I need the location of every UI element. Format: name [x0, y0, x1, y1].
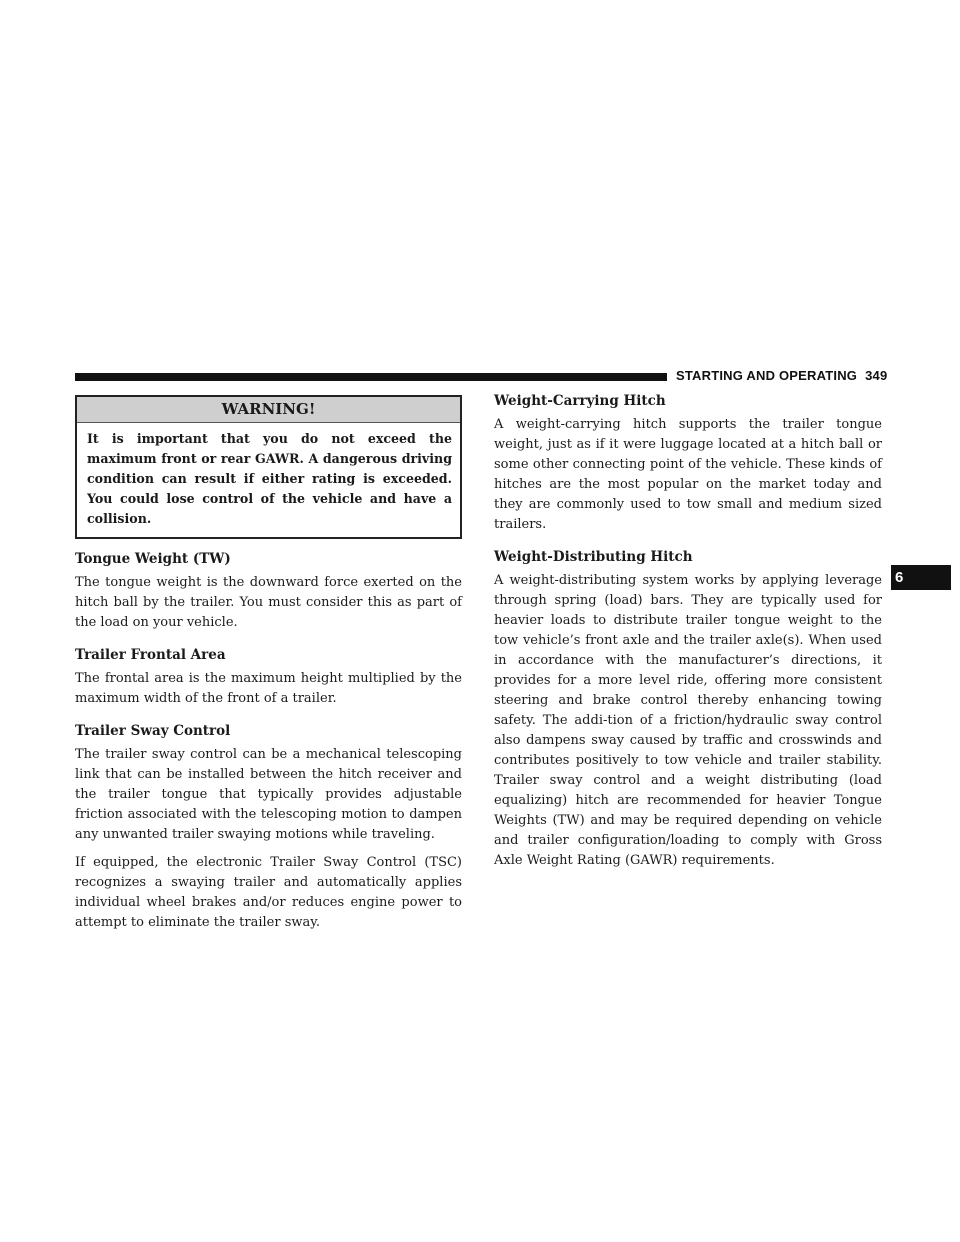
page-number: 349: [865, 368, 888, 383]
section-title: STARTING AND OPERATING: [676, 368, 858, 383]
tongue-weight-heading: Tongue Weight (TW): [75, 551, 231, 567]
chapter-tab: [891, 565, 951, 590]
chapter-number: 6: [895, 569, 904, 586]
right-column: [494, 393, 882, 879]
left-column: [75, 395, 462, 941]
header-rule: [75, 373, 667, 381]
distributing-hitch-heading: Weight-Distributing Hitch: [494, 549, 693, 565]
running-header: [676, 368, 887, 383]
sway-control-text-2: If equipped, the electronic Trailer Sway Control (TSC) recognizes a swaying trailer and automatically applies individual wheel brakes and/or reduces engine power to attempt to eliminate the trailer sway.: [75, 855, 462, 930]
tongue-weight-text: The tongue weight is the downward force exerted on the hitch ball by the trailer. You must consider this as part of the load on your vehicle.: [75, 575, 462, 630]
carrying-hitch-text: A weight-carrying hitch supports the trailer tongue weight, just as if it were luggage located at a hitch ball or some other connecting point of the vehicle. These kinds of hitches are the most popular on the market today and they are commonly used to tow small and medium sized trailers.: [494, 417, 882, 532]
warning-box: [75, 395, 462, 539]
distributing-hitch-text: A weight-distributing system works by applying leverage through spring (load) bars. They are typically used for heavier loads to distribute trailer tongue weight to the tow vehicle’s front axle and the trailer axle(s). When used in accordance with the manufacturer’s directions, it provides for a more level ride, offering more consistent steering and brake control thereby enhancing towing safety. The addi-tion of a friction/hydraulic sway control also dampens sway caused by traffic and crosswinds and contributes positively to tow vehicle and trailer stability. Trailer sway control and a weight distributing (load equalizing) hitch are recommended for heavier Tongue Weights (TW) and may be required depending on vehicle and trailer configuration/loading to comply with Gross Axle Weight Rating (GAWR) requirements.: [494, 573, 882, 868]
sway-control-heading: Trailer Sway Control: [75, 723, 231, 739]
carrying-hitch-heading: Weight-Carrying Hitch: [494, 393, 666, 409]
sway-control-text-1: The trailer sway control can be a mechanical telescoping link that can be installed between the hitch receiver and the trailer tongue that typically provides adjustable friction associated with the telescoping motion to dampen any unwanted trailer swaying motions while traveling.: [75, 747, 462, 842]
frontal-area-heading: Trailer Frontal Area: [75, 647, 226, 663]
warning-text: It is important that you do not exceed the maximum front or rear GAWR. A dangerous driving condition can result if either rating is exceeded. You could lose control of the vehicle and have a collision.: [87, 431, 452, 526]
warning-title: WARNING!: [77, 397, 460, 423]
frontal-area-text: The frontal area is the maximum height multiplied by the maximum width of the front of a trailer.: [75, 671, 462, 706]
